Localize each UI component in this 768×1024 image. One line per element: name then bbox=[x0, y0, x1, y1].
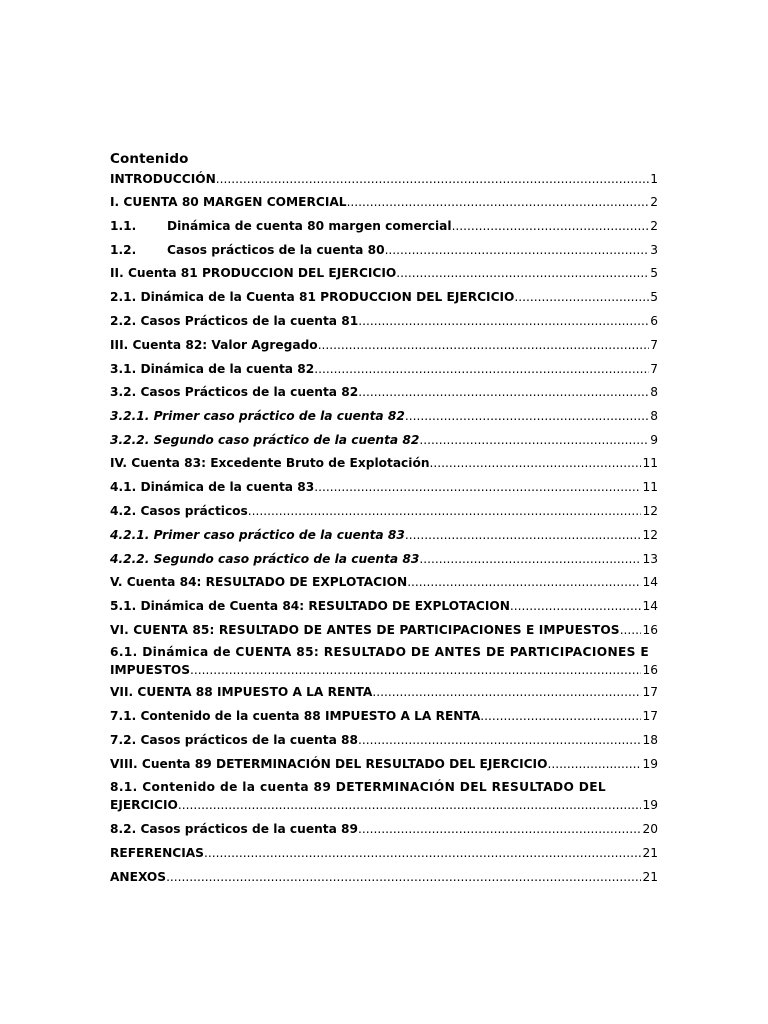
leader-dots bbox=[547, 755, 641, 773]
toc-entry-text-line1: 6.1. Dinámica de CUENTA 85: RESULTADO DE ANTES DE PARTICIPACIONES E bbox=[110, 645, 650, 659]
leader-dots bbox=[430, 454, 642, 472]
toc-entry-introduccion[interactable] bbox=[110, 170, 658, 188]
leader-dots bbox=[166, 868, 641, 886]
toc-entry-text: 7.2. Casos prácticos de la cuenta 88 bbox=[110, 733, 359, 747]
leader-dots bbox=[358, 820, 641, 838]
toc-page-number: 6 bbox=[650, 314, 658, 328]
toc-page-number: 17 bbox=[642, 709, 658, 723]
toc-entry-text: 4.1. Dinámica de la cuenta 83 bbox=[110, 480, 315, 494]
toc-entry-7-2[interactable] bbox=[110, 731, 658, 749]
toc-entry-1-2[interactable] bbox=[110, 241, 658, 259]
toc-page-number: 3 bbox=[650, 243, 658, 257]
toc-page-number: 19 bbox=[642, 757, 658, 771]
leader-dots bbox=[372, 683, 641, 701]
toc-entry-text: 2.2. Casos Prácticos de la cuenta 81 bbox=[110, 314, 359, 328]
toc-entry-2-2[interactable] bbox=[110, 312, 658, 330]
toc-page-number: 19 bbox=[642, 798, 658, 812]
leader-dots bbox=[190, 661, 641, 679]
toc-entry-8-1[interactable] bbox=[110, 778, 658, 814]
leader-dots bbox=[358, 312, 649, 330]
toc-entry-3-1[interactable] bbox=[110, 360, 658, 378]
toc-entry-cuenta-84[interactable] bbox=[110, 573, 658, 591]
leader-dots bbox=[204, 844, 642, 862]
toc-entry-2-1[interactable] bbox=[110, 288, 658, 306]
toc-page-number: 5 bbox=[650, 266, 658, 280]
leader-dots bbox=[620, 621, 642, 639]
toc-title: Contenido bbox=[110, 151, 189, 167]
toc-entry-3-2-2[interactable] bbox=[110, 431, 658, 449]
leader-dots bbox=[419, 550, 641, 568]
toc-page-number: 7 bbox=[650, 362, 658, 376]
toc-page-number: 7 bbox=[650, 338, 658, 352]
toc-entry-text: VIII. Cuenta 89 DETERMINACIÓN DEL RESULTADO DEL EJERCICIO bbox=[110, 757, 548, 771]
toc-page-number: 2 bbox=[650, 195, 658, 209]
leader-dots bbox=[419, 431, 649, 449]
toc-page-number: 21 bbox=[642, 846, 658, 860]
toc-page-number: 14 bbox=[642, 575, 658, 589]
toc-page-number: 8 bbox=[650, 385, 658, 399]
leader-dots bbox=[514, 288, 649, 306]
toc-page-number: 12 bbox=[642, 504, 658, 518]
toc-entry-4-2-1[interactable] bbox=[110, 526, 658, 544]
toc-entry-text: 5.1. Dinámica de Cuenta 84: RESULTADO DE EXPLOTACION bbox=[110, 599, 510, 613]
toc-page-number: 1 bbox=[650, 172, 658, 186]
leader-dots bbox=[178, 796, 642, 814]
toc-entry-text: VII. CUENTA 88 IMPUESTO A LA RENTA bbox=[110, 685, 373, 699]
toc-entry-text: V. Cuenta 84: RESULTADO DE EXPLOTACION bbox=[110, 575, 408, 589]
toc-entry-text: Casos prácticos de la cuenta 80 bbox=[167, 243, 385, 257]
toc-entry-text: 3.1. Dinámica de la cuenta 82 bbox=[110, 362, 315, 376]
toc-entry-text: IV. Cuenta 83: Excedente Bruto de Explotación bbox=[110, 456, 430, 470]
toc-entry-referencias[interactable] bbox=[110, 844, 658, 862]
toc-entry-text: ANEXOS bbox=[110, 870, 167, 884]
leader-dots bbox=[314, 360, 649, 378]
toc-entry-text: 4.2. Casos prácticos bbox=[110, 504, 248, 518]
leader-dots bbox=[396, 264, 649, 282]
toc-entry-4-1[interactable] bbox=[110, 478, 658, 496]
leader-dots bbox=[480, 707, 641, 725]
toc-entry-text: II. Cuenta 81 PRODUCCION DEL EJERCICIO bbox=[110, 266, 397, 280]
toc-entry-anexos[interactable] bbox=[110, 868, 658, 886]
leader-dots bbox=[405, 526, 642, 544]
toc-entry-text: IMPUESTOS bbox=[110, 663, 191, 677]
toc-page-number: 8 bbox=[650, 409, 658, 423]
toc-page-number: 9 bbox=[650, 433, 658, 447]
leader-dots bbox=[216, 170, 649, 188]
toc-entry-text: VI. CUENTA 85: RESULTADO DE ANTES DE PARTICIPACIONES E IMPUESTOS bbox=[110, 623, 620, 637]
toc-page-number: 16 bbox=[642, 623, 658, 637]
leader-dots bbox=[407, 573, 641, 591]
toc-entry-text: 3.2.1. Primer caso práctico de la cuenta 82 bbox=[110, 409, 405, 423]
toc-page-number: 2 bbox=[650, 219, 658, 233]
toc-entry-text: 4.2.2. Segundo caso práctico de la cuenta 83 bbox=[110, 552, 420, 566]
toc-entry-text: EJERCICIO bbox=[110, 798, 178, 812]
toc-entry-text: III. Cuenta 82: Valor Agregado bbox=[110, 338, 318, 352]
toc-entry-4-2-2[interactable] bbox=[110, 550, 658, 568]
toc-page-number: 14 bbox=[642, 599, 658, 613]
toc-page-number: 18 bbox=[642, 733, 658, 747]
toc-entry-4-2[interactable] bbox=[110, 502, 658, 520]
leader-dots bbox=[347, 193, 650, 211]
toc-entry-text-line1: 8.1. Contenido de la cuenta 89 DETERMINACIÓN DEL RESULTADO DEL bbox=[110, 780, 607, 794]
toc-entry-text: INTRODUCCIÓN bbox=[110, 172, 216, 186]
leader-dots bbox=[405, 407, 649, 425]
leader-dots bbox=[358, 731, 641, 749]
toc-entry-6-1[interactable] bbox=[110, 643, 658, 679]
toc-entry-cuenta-81[interactable] bbox=[110, 264, 658, 282]
toc-page-number: 20 bbox=[642, 822, 658, 836]
toc-entry-cuenta-82[interactable] bbox=[110, 336, 658, 354]
toc-entry-text: 3.2.2. Segundo caso práctico de la cuenta 82 bbox=[110, 433, 420, 447]
toc-entry-7-1[interactable] bbox=[110, 707, 658, 725]
toc-entry-text: I. CUENTA 80 MARGEN COMERCIAL bbox=[110, 195, 347, 209]
toc-entry-text: REFERENCIAS bbox=[110, 846, 204, 860]
leader-dots bbox=[385, 241, 650, 259]
leader-dots bbox=[314, 478, 641, 496]
toc-entry-text: 4.2.1. Primer caso práctico de la cuenta 83 bbox=[110, 528, 405, 542]
toc-page-number: 16 bbox=[642, 663, 658, 677]
leader-dots bbox=[452, 217, 650, 235]
toc-page-number: 11 bbox=[642, 456, 658, 470]
toc-entry-text: Dinámica de cuenta 80 margen comercial bbox=[167, 219, 452, 233]
toc-page-number: 12 bbox=[642, 528, 658, 542]
toc-entry-text: 7.1. Contenido de la cuenta 88 IMPUESTO A LA RENTA bbox=[110, 709, 481, 723]
toc-entry-cuenta-89[interactable] bbox=[110, 755, 658, 773]
toc-entry-3-2[interactable] bbox=[110, 383, 658, 401]
toc-entry-number: 1.1. bbox=[110, 219, 137, 233]
toc-entry-cuenta-83[interactable] bbox=[110, 454, 658, 472]
toc-entry-text: 2.1. Dinámica de la Cuenta 81 PRODUCCION DEL EJERCICIO bbox=[110, 290, 515, 304]
toc-entry-5-1[interactable] bbox=[110, 597, 658, 615]
toc-entry-1-1[interactable] bbox=[110, 217, 658, 235]
toc-page-number: 17 bbox=[642, 685, 658, 699]
toc-page-number: 13 bbox=[642, 552, 658, 566]
toc-entry-3-2-1[interactable] bbox=[110, 407, 658, 425]
toc-entry-cuenta-80[interactable] bbox=[110, 193, 658, 211]
toc-entry-cuenta-88[interactable] bbox=[110, 683, 658, 701]
leader-dots bbox=[358, 383, 649, 401]
leader-dots bbox=[248, 502, 642, 520]
toc-page-number: 11 bbox=[642, 480, 658, 494]
toc-entry-number: 1.2. bbox=[110, 243, 137, 257]
toc-entry-cuenta-85[interactable] bbox=[110, 621, 658, 639]
toc-entry-text: 3.2. Casos Prácticos de la cuenta 82 bbox=[110, 385, 359, 399]
leader-dots bbox=[318, 336, 650, 354]
toc-entry-8-2[interactable] bbox=[110, 820, 658, 838]
toc-entry-text: 8.2. Casos prácticos de la cuenta 89 bbox=[110, 822, 359, 836]
toc-page-number: 5 bbox=[650, 290, 658, 304]
toc-page-number: 21 bbox=[642, 870, 658, 884]
leader-dots bbox=[510, 597, 642, 615]
